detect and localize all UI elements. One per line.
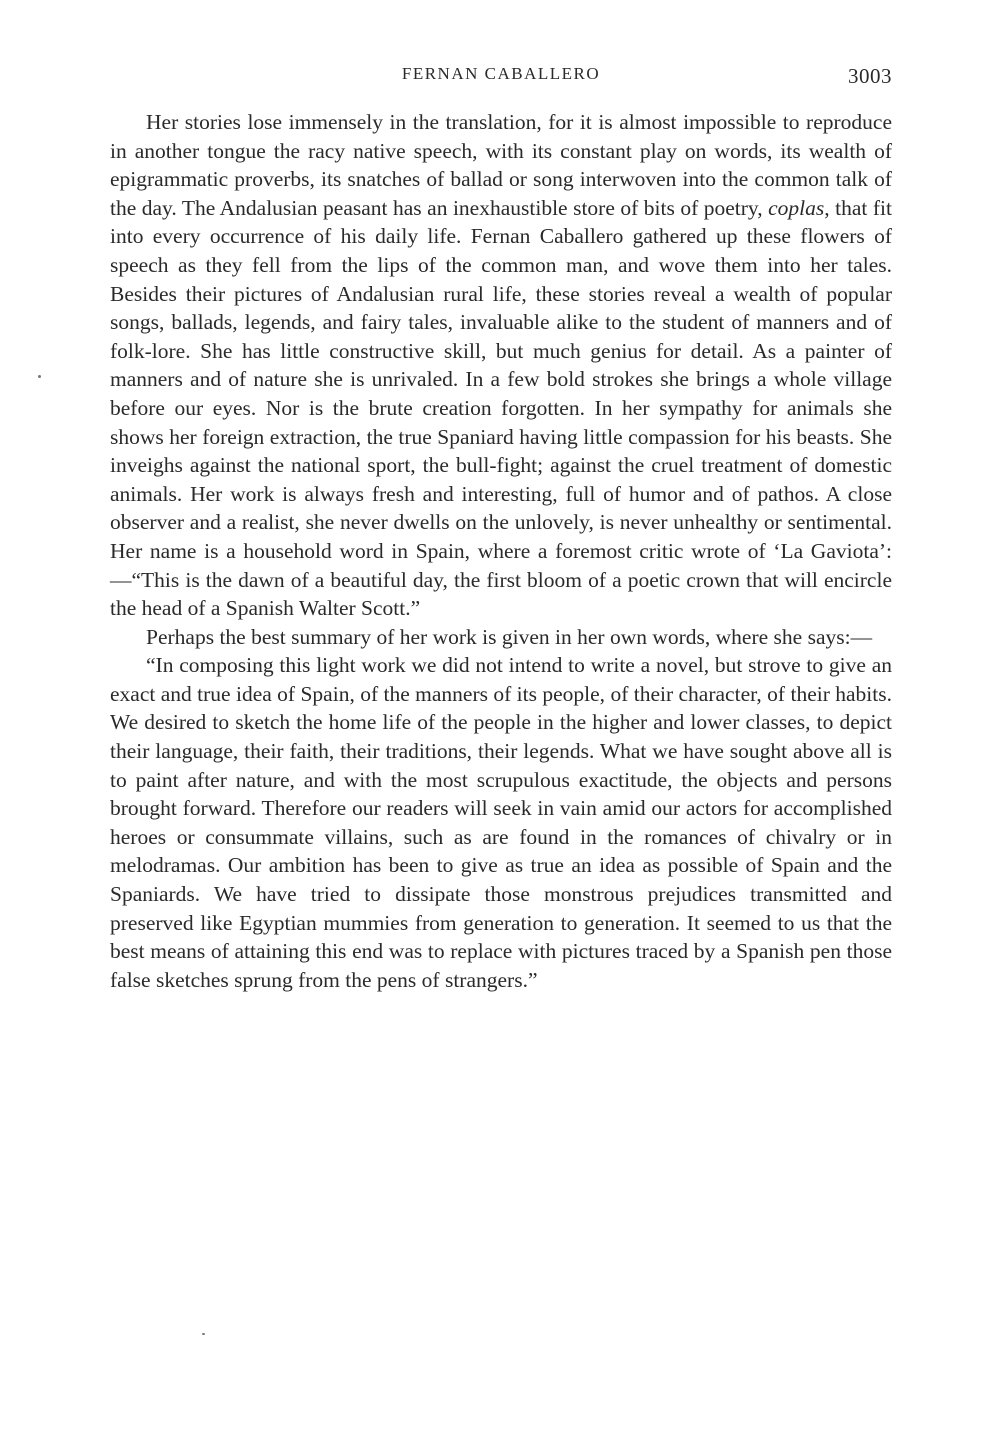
paragraph-1 bbox=[110, 108, 892, 623]
paragraph-3-quotation: “In composing this light work we did not intend to write a novel, but strove to give an exact and true idea of Spain, of the manners of its people, of their character, of their habits. We desired to sketch the home life of the people in the higher and lower classes, to depict their language, their faith, their traditions, their legends. What we have sought above all is to paint after nature, and with the most scrupulous exactitude, the objects and persons brought forward. Therefore our readers will seek in vain amid our actors for accomplished heroes or consummate villains, such as are found in the romances of chivalry or in melodramas. Our ambition has been to give as true an idea as possible of Spain and the Spaniards. We have tried to dissipate those monstrous prejudices transmitted and preserved like Egyptian mummies from generation to generation. It seemed to us that the best means of attaining this end was to replace with pictures traced by a Spanish pen those false sketches sprung from the pens of strangers.” bbox=[110, 653, 892, 992]
running-head bbox=[110, 62, 892, 88]
print-speck bbox=[202, 1333, 205, 1335]
paragraph-2: Perhaps the best summary of her work is given in her own words, where she says:— bbox=[146, 624, 873, 649]
running-title: FERNAN CABALLERO bbox=[401, 64, 601, 83]
paragraph-1-text-b: , that fit into every occurrence of his daily life. Fernan Caballero gathered up these flowers of speech as they fell from the lips of the common man, and wove them into her tales. Besides their pictures of Andalusian rural life, these stories reveal a wealth of popular songs, ballads, legends, and fairy tales, invaluable alike to the student of manners and of folk-lore. She has little constructive skill, but much genius for detail. As a painter of manners and of nature she is unrivaled. In a few bold strokes she brings a whole village before our eyes. Nor is the brute creation forgotten. In her sympathy for animals she shows her foreign extraction, the true Spaniard having little compassion for his beasts. She inveighs against the national sport, the bull-fight; against the cruel treatment of domestic animals. Her work is always fresh and interesting, full of humor and of pathos. A close observer and a realist, she never dwells on the unlovely, is never unhealthy or sentimental. Her name is a household word in Spain, where a foremost critic wrote of ‘La Gaviota’:—“This is the dawn of a beautiful day, the first bloom of a poetic crown that will encircle the head of a Spanish Walter Scott.” bbox=[110, 195, 892, 621]
page-number: 3003 bbox=[848, 64, 892, 88]
body-text bbox=[110, 108, 892, 994]
italic-term-coplas: coplas bbox=[768, 195, 825, 220]
print-speck bbox=[38, 375, 41, 378]
paragraph-1-text-a: Her stories lose immensely in the translation, for it is almost impossible to reproduce in another tongue the racy native speech, with its constant play on words, its wealth of epigrammatic proverbs, its snatches of ballad or song interwoven into the common talk of the day. The Andalusian peasant has an inexhaustible store of bits of poetry, bbox=[110, 110, 892, 220]
